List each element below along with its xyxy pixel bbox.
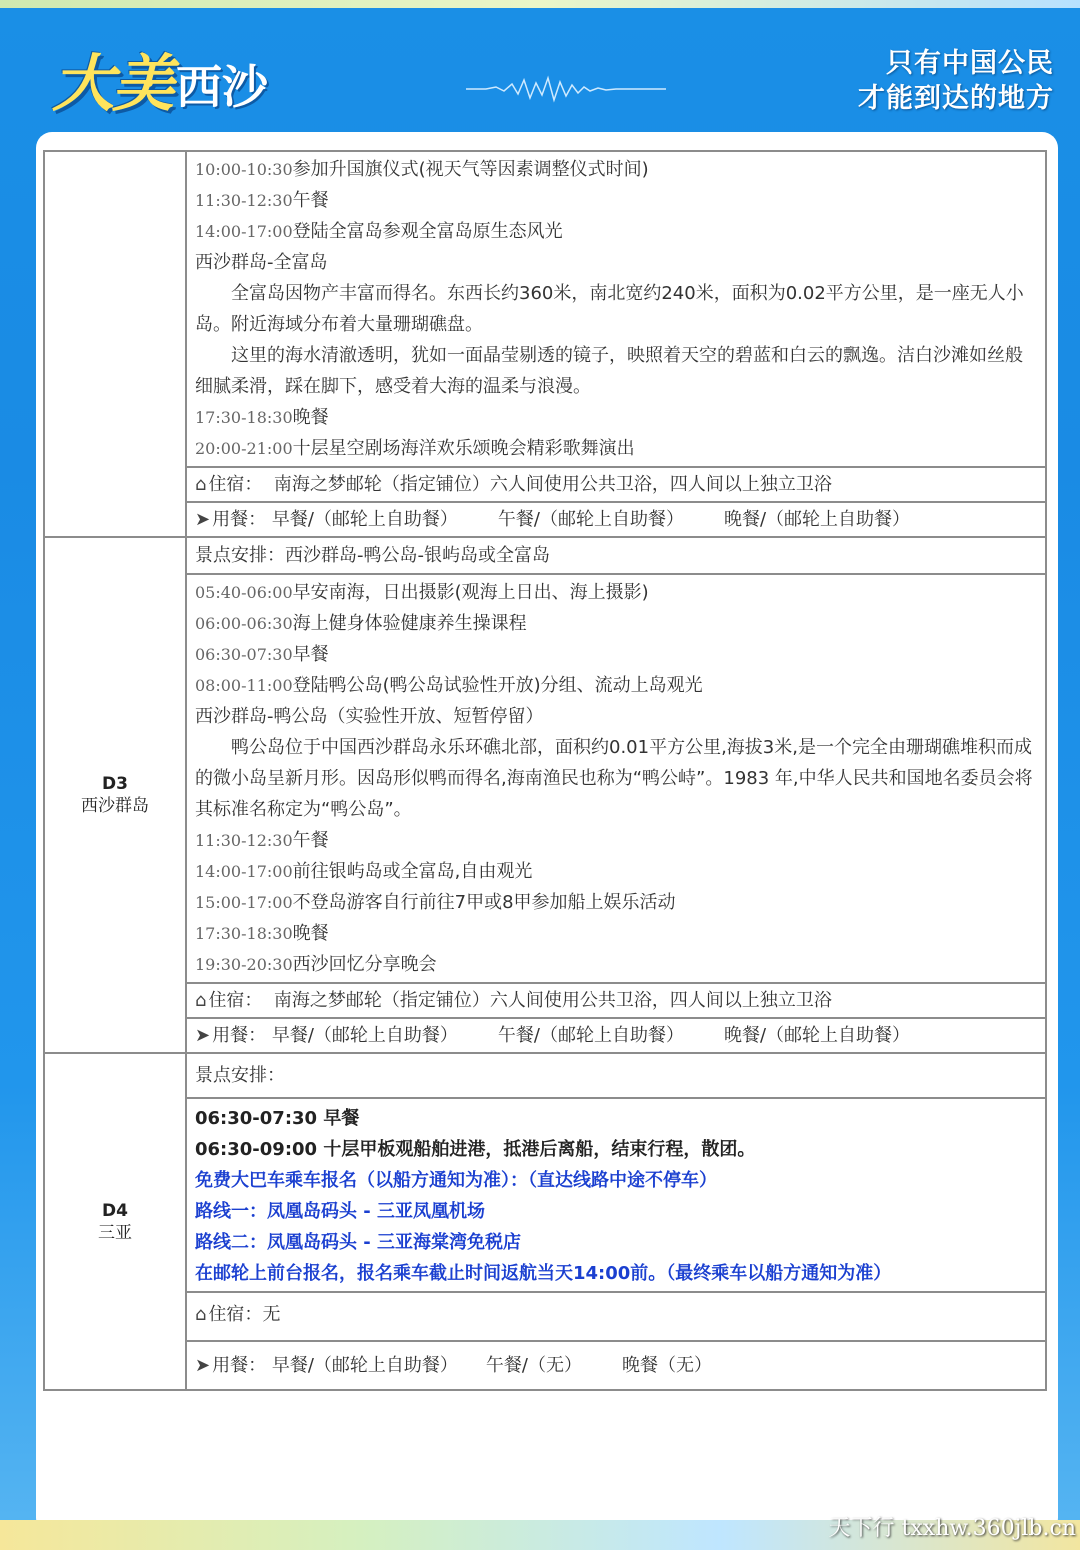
day3-schedule-cell xyxy=(186,574,1046,983)
day3-spots-row xyxy=(44,537,1046,574)
schedule-line: 11:30-12:30午餐 xyxy=(195,190,329,211)
schedule-line: 06:00-06:30海上健身体验健康养生操课程 xyxy=(195,613,527,634)
day3-stay-row xyxy=(44,983,1046,1018)
day4-meal-row xyxy=(44,1341,1046,1390)
stay-info: 南海之梦邮轮（指定铺位）六人间使用公共卫浴，四人间以上独立卫浴 xyxy=(273,990,832,1011)
day-location: 三亚 xyxy=(98,1222,132,1243)
bus-signup-title: 免费大巴车乘车报名（以船方通知为准）：（直达线路中途不停车） xyxy=(195,1170,717,1191)
meal-bowl-icon: ➤ xyxy=(195,1025,211,1046)
brand-logo xyxy=(52,34,268,123)
spot-subtitle: 西沙群岛-全富岛 xyxy=(195,252,328,273)
day2-meal-cell: ➤ 用餐： 早餐/（邮轮上自助餐） 午餐/（邮轮上自助餐） 晚餐/（邮轮上自助餐） xyxy=(186,502,1046,537)
schedule-line: 15:00-17:00不登岛游客自行前往7甲或8甲参加船上娱乐活动 xyxy=(195,892,676,913)
day4-schedule-row xyxy=(44,1098,1046,1292)
itinerary-table xyxy=(43,150,1047,1391)
schedule-line: 20:00-21:00十层星空剧场海洋欢乐颂晚会精彩歌舞演出 xyxy=(195,438,635,459)
schedule-line: 11:30-12:30午餐 xyxy=(195,830,329,851)
schedule-line: 14:00-17:00前往银屿岛或全富岛,自由观光 xyxy=(195,861,533,882)
meal-bowl-icon: ➤ xyxy=(195,509,211,530)
schedule-line: 17:30-18:30晚餐 xyxy=(195,407,329,428)
spots-arrangement: 景点安排： xyxy=(195,1065,285,1086)
day4-meal-cell: ➤ 用餐： 早餐/（邮轮上自助餐） 午餐/（无） 晚餐（无） xyxy=(186,1341,1046,1390)
day4-spots-row xyxy=(44,1053,1046,1098)
bus-route-2: 路线二：凤凰岛码头 - 三亚海棠湾免税店 xyxy=(195,1232,522,1253)
day2-stay-cell: ⌂ 住宿： 南海之梦邮轮（指定铺位）六人间使用公共卫浴，四人间以上独立卫浴 xyxy=(186,467,1046,502)
spots-arrangement: 景点安排：西沙群岛-鸭公岛-银屿岛或全富岛 xyxy=(195,545,550,566)
spot-description: 鸭公岛位于中国西沙群岛永乐环礁北部，面积约0.01平方公里,海拔3米,是一个完全由珊瑚礁堆积而成的微小岛呈新月形。因岛形似鸭而得名,海南渔民也称为“鸭公峙”。1983 年,中华人民共和国地名委员会将其标准名称定为“鸭公岛”。 xyxy=(195,737,1033,820)
watermark: 天下行 txxhw.360jlb.cn xyxy=(828,1516,1076,1541)
house-icon: ⌂ xyxy=(195,990,207,1011)
day4-stay-row xyxy=(44,1292,1046,1341)
house-icon: ⌂ xyxy=(195,474,207,495)
top-decor-bar xyxy=(0,0,1080,8)
sound-wave-icon xyxy=(466,74,666,104)
day4-spots-cell xyxy=(186,1053,1046,1098)
day2-schedule-cell xyxy=(186,151,1046,467)
day3-meal-row xyxy=(44,1018,1046,1053)
slogan xyxy=(858,46,1054,116)
stay-info: 南海之梦邮轮（指定铺位）六人间使用公共卫浴，四人间以上独立卫浴 xyxy=(273,474,832,495)
slogan-line-2: 才能到达的地方 xyxy=(858,83,1054,114)
meal-bowl-icon: ➤ xyxy=(195,1355,211,1376)
schedule-line: 06:30-07:30 早餐 xyxy=(195,1108,360,1129)
schedule-line: 05:40-06:00早安南海，日出摄影(观海上日出、海上摄影) xyxy=(195,582,649,603)
bus-route-1: 路线一：凤凰岛码头 - 三亚凤凰机场 xyxy=(195,1201,486,1222)
day2-meal-row xyxy=(44,502,1046,537)
schedule-line: 19:30-20:30西沙回忆分享晚会 xyxy=(195,954,437,975)
day-location: 西沙群岛 xyxy=(81,796,149,816)
day2-stay-row xyxy=(44,467,1046,502)
schedule-line: 10:00-10:30参加升国旗仪式(视天气等因素调整仪式时间) xyxy=(195,159,649,180)
schedule-line: 06:30-07:30早餐 xyxy=(195,644,329,665)
day3-label-cell xyxy=(44,537,186,1053)
day-code: D3 xyxy=(102,774,128,794)
spot-subtitle: 西沙群岛-鸭公岛（实验性开放、短暂停留） xyxy=(195,706,544,727)
spot-description: 这里的海水清澈透明，犹如一面晶莹剔透的镜子，映照着天空的碧蓝和白云的飘逸。洁白沙滩如丝般细腻柔滑，踩在脚下，感受着大海的温柔与浪漫。 xyxy=(195,345,1023,397)
schedule-line: 17:30-18:30晚餐 xyxy=(195,923,329,944)
slogan-line-1: 只有中国公民 xyxy=(886,48,1054,79)
schedule-line: 14:00-17:00登陆全富岛参观全富岛原生态风光 xyxy=(195,221,563,242)
day2-label-cell xyxy=(44,151,186,537)
logo-text-main: 大美 xyxy=(52,47,173,120)
day4-label-cell xyxy=(44,1053,186,1390)
day2-schedule-row xyxy=(44,151,1046,467)
stay-info: 无 xyxy=(262,1304,281,1325)
schedule-line: 06:30-09:00 十层甲板观船舶进港，抵港后离船，结束行程，散团。 xyxy=(195,1139,756,1160)
house-icon: ⌂ xyxy=(195,1304,207,1325)
logo-text-sub: 西沙 xyxy=(176,60,269,114)
spot-description: 全富岛因物产丰富而得名。东西长约360米，南北宽约240米，面积为0.02平方公里，是一座无人小岛。附近海域分布着大量珊瑚礁盘。 xyxy=(195,283,1024,335)
bus-signup-deadline: 在邮轮上前台报名，报名乘车截止时间返航当天14:00前。（最终乘车以船方通知为准） xyxy=(195,1263,892,1284)
day-code: D4 xyxy=(102,1200,128,1221)
day3-spots-cell xyxy=(186,537,1046,574)
day3-schedule-row xyxy=(44,574,1046,983)
day3-stay-cell: ⌂ 住宿： 南海之梦邮轮（指定铺位）六人间使用公共卫浴，四人间以上独立卫浴 xyxy=(186,983,1046,1018)
schedule-line: 08:00-11:00登陆鸭公岛(鸭公岛试验性开放)分组、流动上岛观光 xyxy=(195,675,703,696)
day4-stay-cell: ⌂ 住宿：无 xyxy=(186,1292,1046,1341)
day4-schedule-cell xyxy=(186,1098,1046,1292)
day3-meal-cell: ➤ 用餐： 早餐/（邮轮上自助餐） 午餐/（邮轮上自助餐） 晚餐/（邮轮上自助餐） xyxy=(186,1018,1046,1053)
